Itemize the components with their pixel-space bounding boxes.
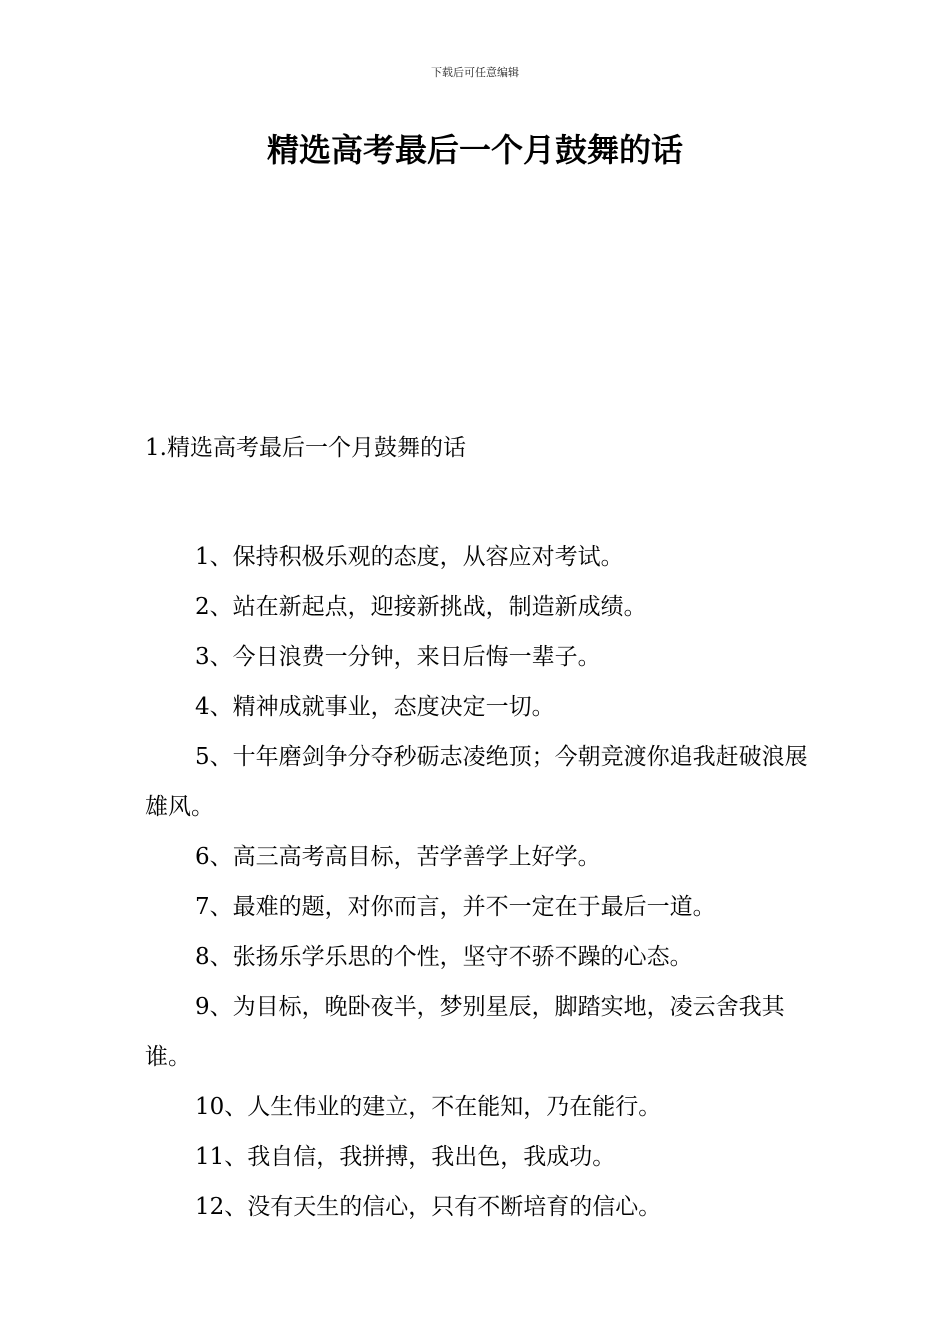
quote-item-12: 12、没有天生的信心，只有不断培育的信心。: [195, 1194, 662, 1220]
quote-item-4: 4、精神成就事业，态度决定一切。: [195, 694, 555, 720]
quote-list: [145, 532, 810, 1232]
quote-item-2: 2、站在新起点，迎接新挑战，制造新成绩。: [195, 594, 647, 620]
quote-item-8: 8、张扬乐学乐思的个性，坚守不骄不躁的心态。: [195, 944, 693, 970]
quote-item-1: 1、保持积极乐观的态度，从容应对考试。: [195, 544, 624, 570]
document-title: 精选高考最后一个月鼓舞的话: [266, 131, 683, 169]
quote-item-9: 9、为目标，晚卧夜半，梦别星辰，脚踏实地，凌云舍我其谁。: [145, 994, 785, 1070]
quote-item-3: 3、今日浪费一分钟，来日后悔一辈子。: [195, 644, 601, 670]
header-note: 下载后可任意编辑: [431, 66, 519, 79]
quote-item-5: 5、十年磨剑争分夺秒砺志凌绝顶；今朝竞渡你追我赶破浪展雄风。: [145, 744, 808, 820]
quote-item-11: 11、我自信，我拼搏，我出色，我成功。: [195, 1144, 616, 1170]
quote-item-7: 7、最难的题，对你而言，并不一定在于最后一道。: [195, 894, 716, 920]
quote-item-6: 6、高三高考高目标，苦学善学上好学。: [195, 844, 601, 870]
quote-item-10: 10、人生伟业的建立，不在能知，乃在能行。: [195, 1094, 662, 1120]
section-heading: 1.精选高考最后一个月鼓舞的话: [145, 435, 466, 461]
